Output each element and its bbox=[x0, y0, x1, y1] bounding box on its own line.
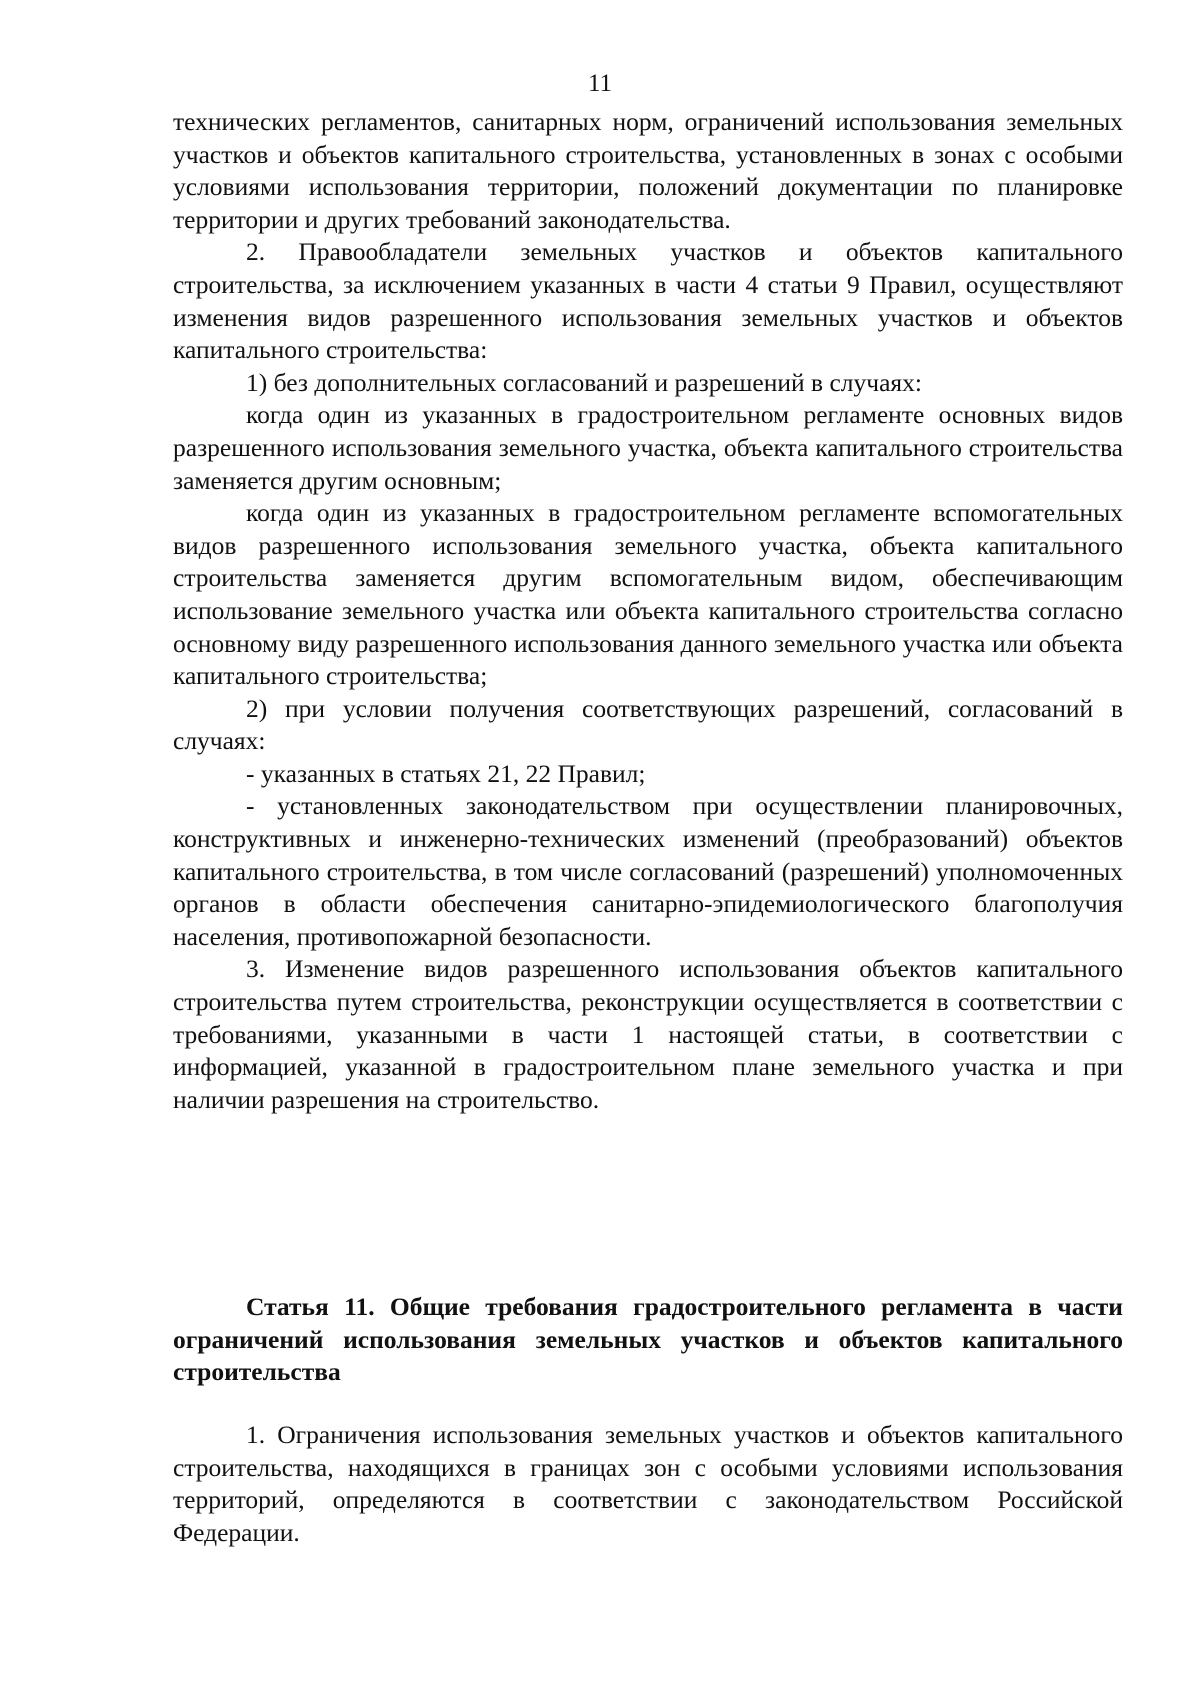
article-11-paragraph-1: 1. Ограничения использования земельных участков и объектов капитального строительства, находящихся в границах зон с особыми условиями использования территорий, определяются в соответствии с законодательством Российской Федерации. bbox=[173, 1420, 1123, 1547]
paragraph-continuation: технических регламентов, санитарных норм, ограничений использования земельных участков и объектов капитального строительства, установленных в зонах с особыми условиями использования территории, положений документации по планировке территории и других требований законодательства. bbox=[173, 107, 1123, 234]
paragraph-subitem-2: 2) при условии получения соответствующих разрешений, согласований в случаях: bbox=[173, 693, 1123, 756]
list-item-articles: - указанных в статьях 21, 22 Правил; bbox=[246, 758, 646, 788]
paragraph-item-3: 3. Изменение видов разрешенного использования объектов капитального строительства путем строительства, реконструкции осуществляется в соответствии с требованиями, указанными в части 1 настоящей статьи, в соответствии с информацией, указанной в градостроительном плане земельного участка и при наличии разрешения на строительство. bbox=[173, 954, 1123, 1114]
paragraph-case-main-use: когда один из указанных в градостроительном регламенте основных видов разрешенного использования земельного участка, объекта капитального строительства заменяется другим основным; bbox=[173, 400, 1123, 495]
page-number: 11 bbox=[587, 70, 613, 97]
paragraph-case-auxiliary-use: когда один из указанных в градостроительном регламенте вспомогательных видов разрешенного использования земельного участка, объекта капитального строительства заменяется другим вспомогательным видом, обеспечивающим использование земельного участка или объекта капитального строительства согласно основному виду разрешенного использования данного земельного участка или объекта капитального строительства; bbox=[173, 498, 1123, 691]
list-item-legislation: - установленных законодательством при осуществлении планировочных, конструктивных и инженерно-технических изменений (преобразований) объектов капитального строительства, в том числе согласований (разрешений) уполномоченных органов в области обеспечения санитарно-эпидемиологического благополучия населения, противопожарной безопасности. bbox=[173, 791, 1123, 951]
paragraph-subitem-1: 1) без дополнительных согласований и разрешений в случаях: bbox=[246, 367, 922, 397]
body-text bbox=[173, 106, 1123, 1116]
article-heading: Статья 11. Общие требования градостроительного регламента в части ограничений использования земельных участков и объектов капитального строительства bbox=[173, 1292, 1123, 1387]
paragraph-item-2: 2. Правообладатели земельных участков и объектов капитального строительства, за исключением указанных в части 4 статьи 9 Правил, осуществляют изменения видов разрешенного использования земельных участков и объектов капитального строительства: bbox=[173, 237, 1123, 365]
